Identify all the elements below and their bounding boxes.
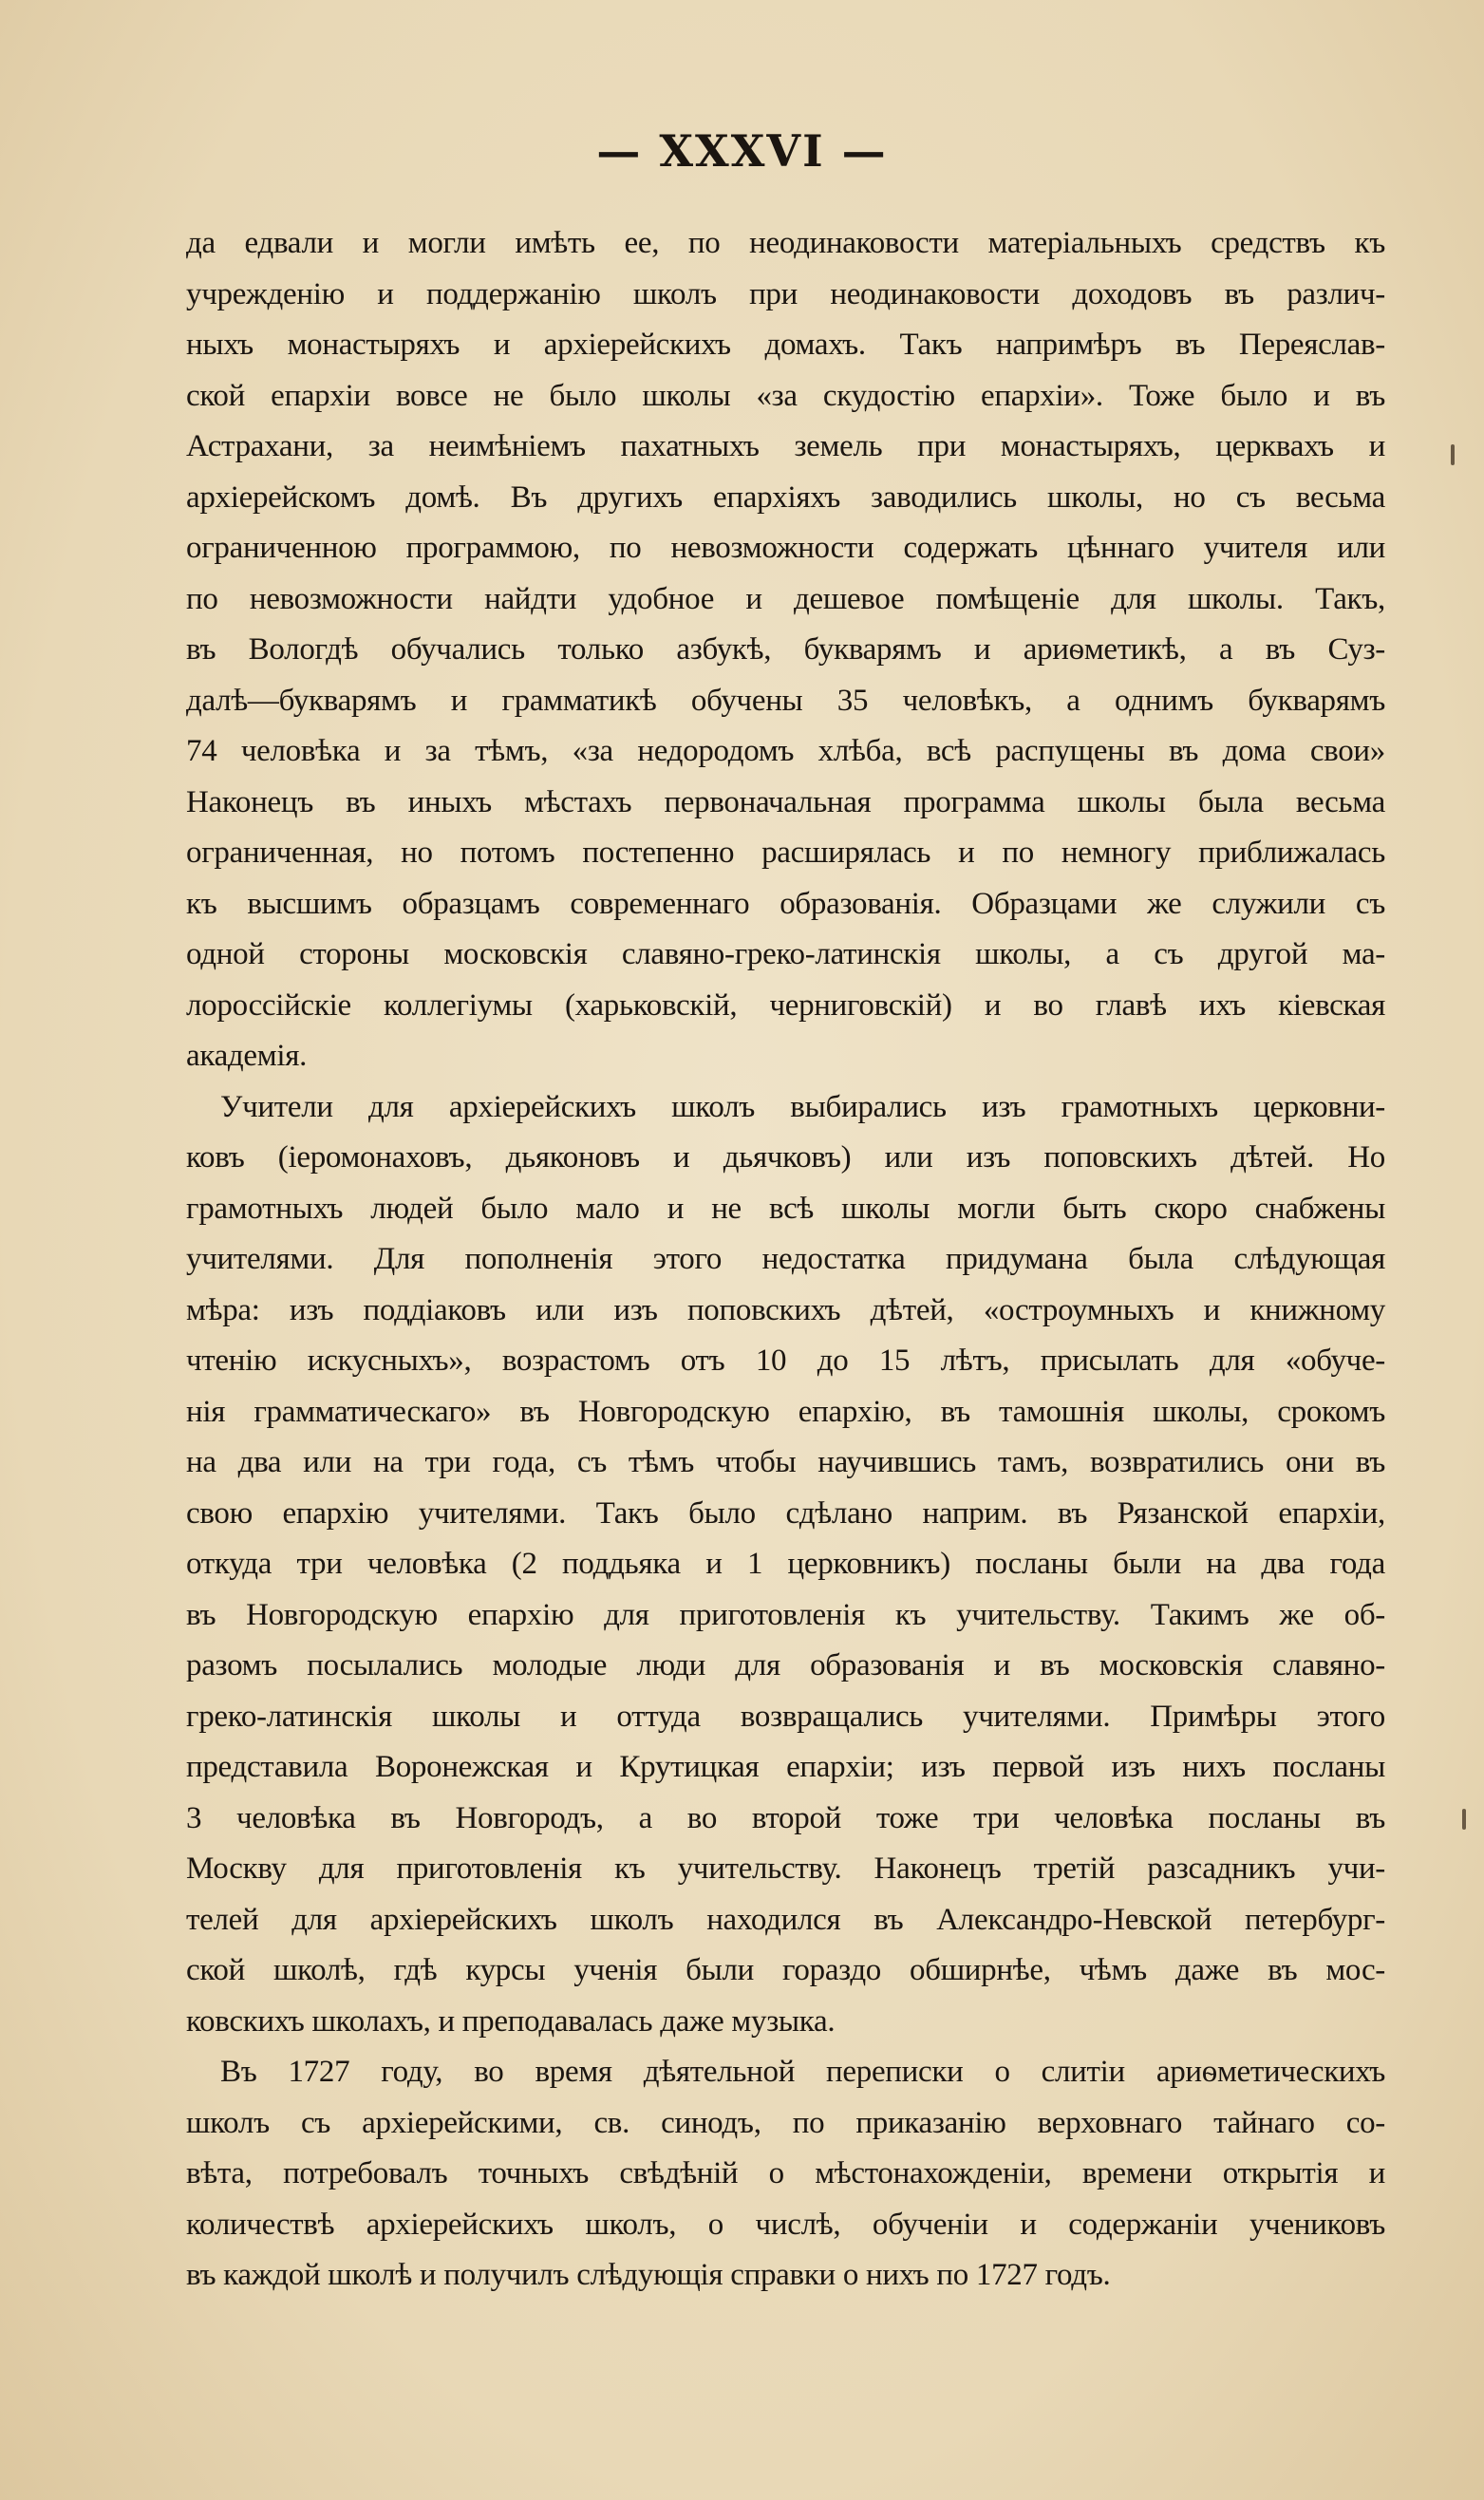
text-line: въ Новгородскую епархію для приготовленія къ учительству. Такимъ же об- <box>186 1597 1385 1632</box>
paragraph-3 <box>186 2047 1385 2302</box>
text-line: ской епархіи вовсе не было школы «за скудостію епархіи». Тоже было и въ <box>186 378 1385 413</box>
text-line: количествѣ архіерейскихъ школъ, о числѣ, обученіи и содержаніи учениковъ <box>186 2207 1385 2242</box>
page-body <box>186 218 1385 2302</box>
text-line: Въ 1727 году, во время дѣятельной переписки о слитіи ариѳметическихъ <box>220 2055 1385 2089</box>
text-line: телей для архіерейскихъ школъ находился въ Александро-Невской петербург- <box>186 1902 1385 1937</box>
text-line: вѣта, потребовалъ точныхъ свѣдѣній о мѣстонахожденіи, времени открытія и <box>186 2156 1385 2190</box>
margin-mark <box>1462 1809 1466 1830</box>
text-line: лороссійскіе коллегіумы (харьковскій, черниговскій) и во главѣ ихъ кіевская <box>186 987 1385 1023</box>
text-line: въ каждой школѣ и получилъ слѣдующія справки о нихъ по 1727 годъ. <box>186 2258 1111 2292</box>
text-line: чтенію искусныхъ», возрастомъ отъ 10 до 15 лѣтъ, присылать для «обуче- <box>186 1344 1385 1378</box>
text-line: академія. <box>186 1039 308 1073</box>
text-line: ковъ (іеромонаховъ, дьяконовъ и дьячковъ) или изъ поповскихъ дѣтей. Но <box>186 1140 1385 1175</box>
text-line: да едвали и могли имѣть ее, по неодинаковости матеріальныхъ средствъ къ <box>186 226 1385 260</box>
paragraph-2 <box>186 1082 1385 2048</box>
text-line: одной стороны московскія славяно-греко-латинскія школы, а съ другой ма- <box>186 937 1385 971</box>
text-line: учрежденію и поддержанію школъ при неодинаковости доходовъ въ различ- <box>186 276 1385 311</box>
margin-mark <box>1451 444 1455 465</box>
text-line: греко-латинскія школы и оттуда возвращались учителями. Примѣры этого <box>186 1699 1385 1734</box>
text-line: ковскихъ школахъ, и преподавалась даже музыка. <box>186 2003 836 2039</box>
text-line: представила Воронежская и Крутицкая епархіи; изъ первой изъ нихъ посланы <box>186 1750 1385 1784</box>
paragraph-1 <box>186 218 1385 1082</box>
text-line: по невозможности найдти удобное и дешевое помѣщеніе для школы. Такъ, <box>186 581 1385 616</box>
text-line: мѣра: изъ поддіаковъ или изъ поповскихъ дѣтей, «остроумныхъ и книжному <box>186 1292 1385 1327</box>
text-line: учителями. Для пополненія этого недостатка придумана была слѣдующая <box>186 1242 1385 1276</box>
text-line: архіерейскомъ домѣ. Въ другихъ епархіяхъ заводились школы, но съ весьма <box>186 479 1385 515</box>
page-number-header: — XXXVI — <box>596 125 888 177</box>
text-line: Астрахани, за неимѣніемъ пахатныхъ земель при монастыряхъ, церквахъ и <box>186 429 1385 463</box>
text-line: Москву для приготовленія къ учительству. Наконецъ третій разсадникъ учи- <box>186 1852 1385 1886</box>
text-line: разомъ посылались молодые люди для образованія и въ московскія славяно- <box>186 1648 1385 1682</box>
text-line: далѣ—букварямъ и грамматикѣ обучены 35 человѣкъ, а однимъ букварямъ <box>186 683 1385 718</box>
text-line: 74 человѣка и за тѣмъ, «за недородомъ хлѣба, всѣ распущены въ дома свои» <box>186 734 1385 768</box>
text-line: Учители для архіерейскихъ школъ выбирались изъ грамотныхъ церковни- <box>220 1089 1385 1124</box>
text-line: нія грамматическаго» въ Новгородскую епархію, въ тамошнія школы, срокомъ <box>186 1394 1385 1429</box>
text-line: на два или на три года, съ тѣмъ чтобы научившись тамъ, возвратились они въ <box>186 1445 1385 1479</box>
text-line: ской школѣ, гдѣ курсы ученія были гораздо обширнѣе, чѣмъ даже въ мос- <box>186 1953 1385 1987</box>
text-line: къ высшимъ образцамъ современнаго образованія. Образцами же служили съ <box>186 886 1385 921</box>
text-line: грамотныхъ людей было мало и не всѣ школы могли быть скоро снабжены <box>186 1191 1385 1226</box>
text-line: Наконецъ въ иныхъ мѣстахъ первоначальная программа школы была весьма <box>186 784 1385 819</box>
text-line: ныхъ монастыряхъ и архіерейскихъ домахъ. Такъ напримѣръ въ Переяслав- <box>186 328 1385 362</box>
text-line: въ Вологдѣ обучались только азбукѣ, букварямъ и ариѳметикѣ, а въ Суз- <box>186 632 1385 667</box>
text-line: свою епархію учителями. Такъ было сдѣлано наприм. въ Рязанской епархіи, <box>186 1495 1385 1531</box>
text-line: откуда три человѣка (2 поддьяка и 1 церковникъ) посланы были на два года <box>186 1547 1385 1581</box>
text-line: 3 человѣка въ Новгородъ, а во второй тоже три человѣка посланы въ <box>186 1800 1385 1835</box>
text-line: школъ съ архіерейскими, св. синодъ, по приказанію верховнаго тайнаго со- <box>186 2105 1385 2140</box>
text-line: ограниченная, но потомъ постепенно расширялась и по немногу приближалась <box>186 836 1385 870</box>
text-line: ограниченною программою, по невозможности содержать цѣннаго учителя или <box>186 531 1385 565</box>
